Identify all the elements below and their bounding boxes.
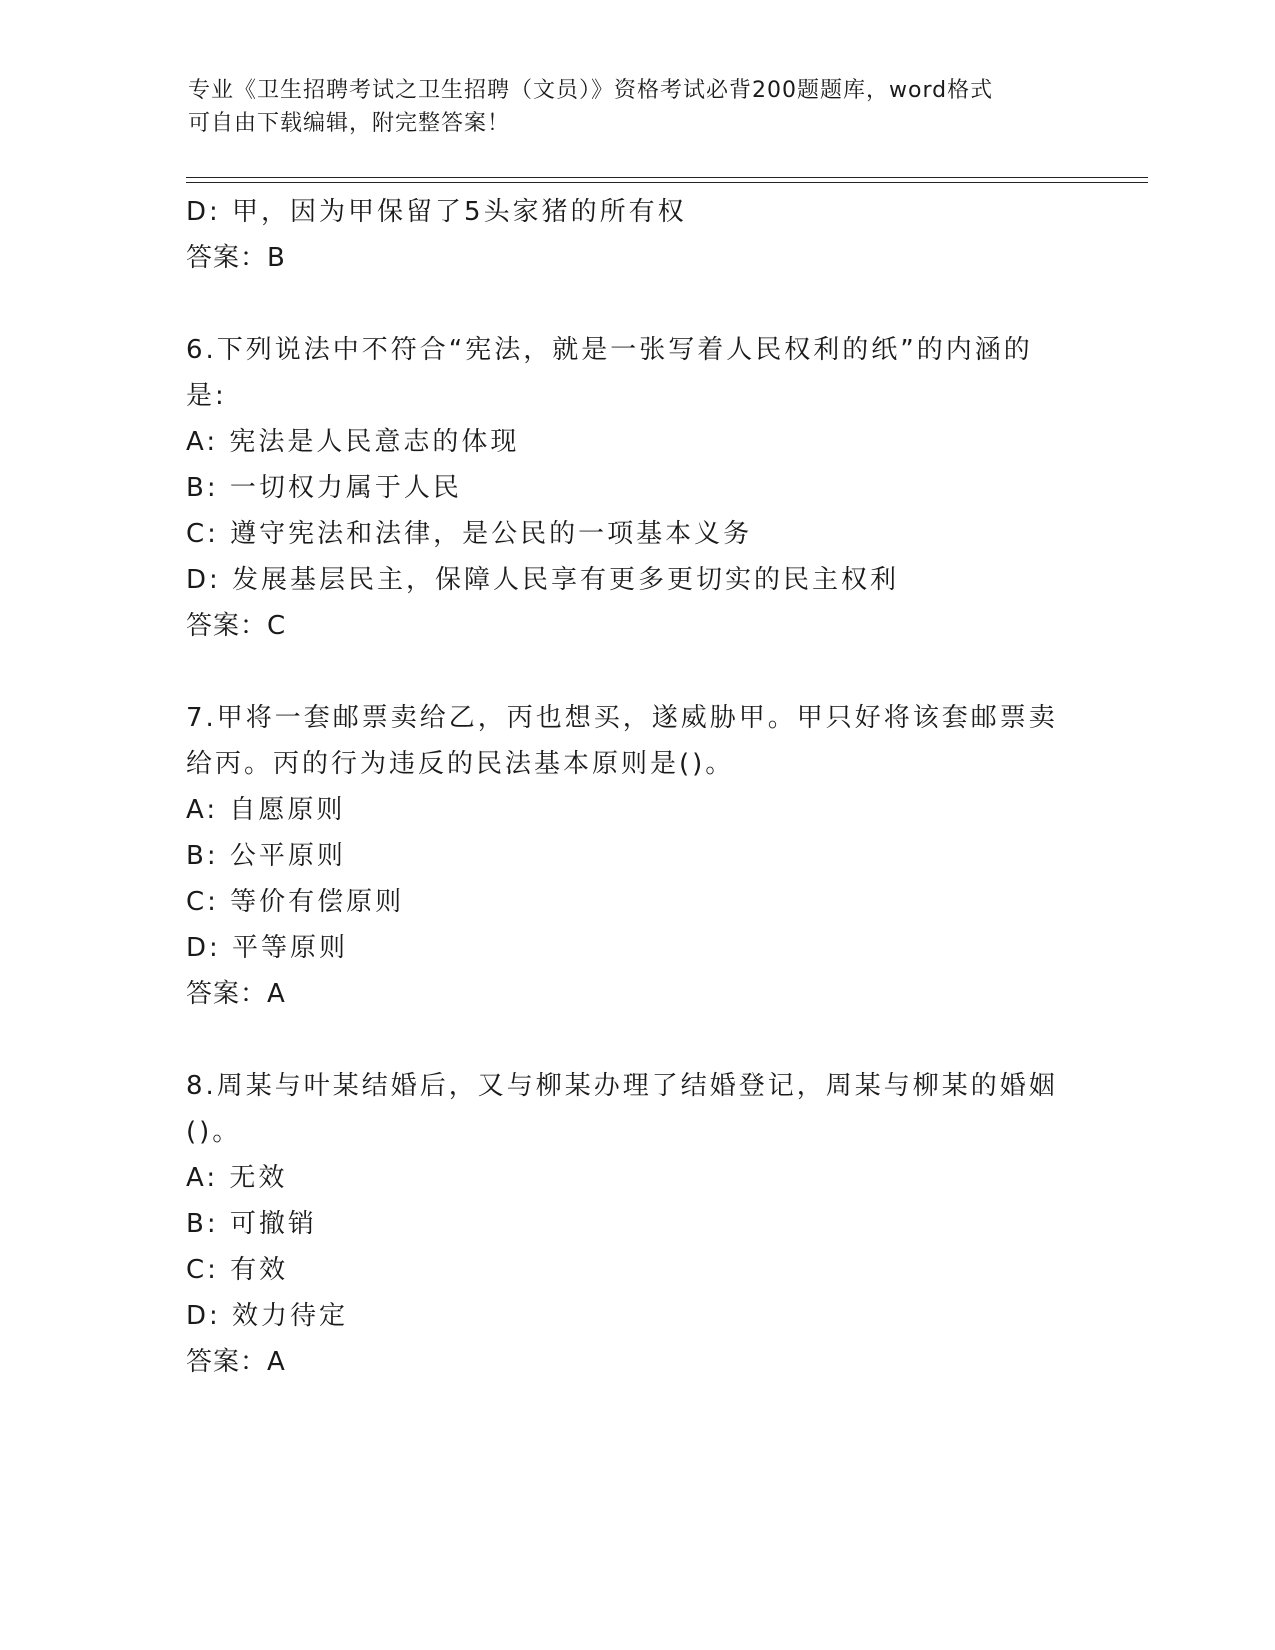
question-6 — [186, 327, 1086, 649]
spacer — [186, 649, 1086, 695]
question-stem — [186, 695, 1066, 787]
option-a: A: 自愿原则 — [186, 795, 346, 825]
option-c: C: 有效 — [186, 1255, 289, 1285]
answer-label: 答案：A — [186, 979, 286, 1009]
question-7 — [186, 695, 1086, 1017]
question-stem-line-2: ()。 — [186, 1117, 242, 1147]
question-stem — [186, 1063, 1066, 1155]
option-d: D: 平等原则 — [186, 933, 349, 963]
option-c: C: 遵守宪法和法律，是公民的一项基本义务 — [186, 519, 753, 549]
question-8 — [186, 1063, 1086, 1385]
question-stem-line-1: 6.下列说法中不符合“宪法，就是一张写着人民权利的纸”的内涵的 — [186, 335, 1033, 365]
header-divider — [186, 177, 1148, 183]
question-stem-line-1: 7.甲将一套邮票卖给乙，丙也想买，遂威胁甲。甲只好将该套邮票卖 — [186, 703, 1058, 733]
question-stem-line-2: 给丙。丙的行为违反的民法基本原则是()。 — [186, 749, 735, 779]
option-b: B: 可撤销 — [186, 1209, 317, 1239]
answer-label: 答案：C — [186, 611, 287, 641]
option-a: A: 宪法是人民意志的体现 — [186, 427, 520, 457]
page-header — [188, 74, 1068, 140]
option-d: D: 甲，因为甲保留了5头家猪的所有权 — [186, 197, 687, 227]
option-b: B: 一切权力属于人民 — [186, 473, 462, 503]
question-stem-line-2: 是: — [186, 381, 227, 411]
question-stem — [186, 327, 1066, 419]
header-title-line-2: 可自由下载编辑，附完整答案！ — [188, 111, 511, 136]
question-list — [186, 189, 1086, 1385]
option-b: B: 公平原则 — [186, 841, 346, 871]
question-5-tail — [186, 189, 1086, 281]
spacer — [186, 281, 1086, 327]
option-d: D: 发展基层民主，保障人民享有更多更切实的民主权利 — [186, 565, 900, 595]
spacer — [186, 1017, 1086, 1063]
answer-label: 答案：A — [186, 1347, 286, 1377]
answer-label: 答案：B — [186, 243, 286, 273]
header-title-line-1: 专业《卫生招聘考试之卫生招聘（文员）》资格考试必背200题题库，word格式 — [188, 78, 994, 103]
option-a: A: 无效 — [186, 1163, 288, 1193]
option-c: C: 等价有偿原则 — [186, 887, 405, 917]
question-stem-line-1: 8.周某与叶某结婚后，又与柳某办理了结婚登记，周某与柳某的婚姻 — [186, 1071, 1058, 1101]
option-d: D: 效力待定 — [186, 1301, 349, 1331]
